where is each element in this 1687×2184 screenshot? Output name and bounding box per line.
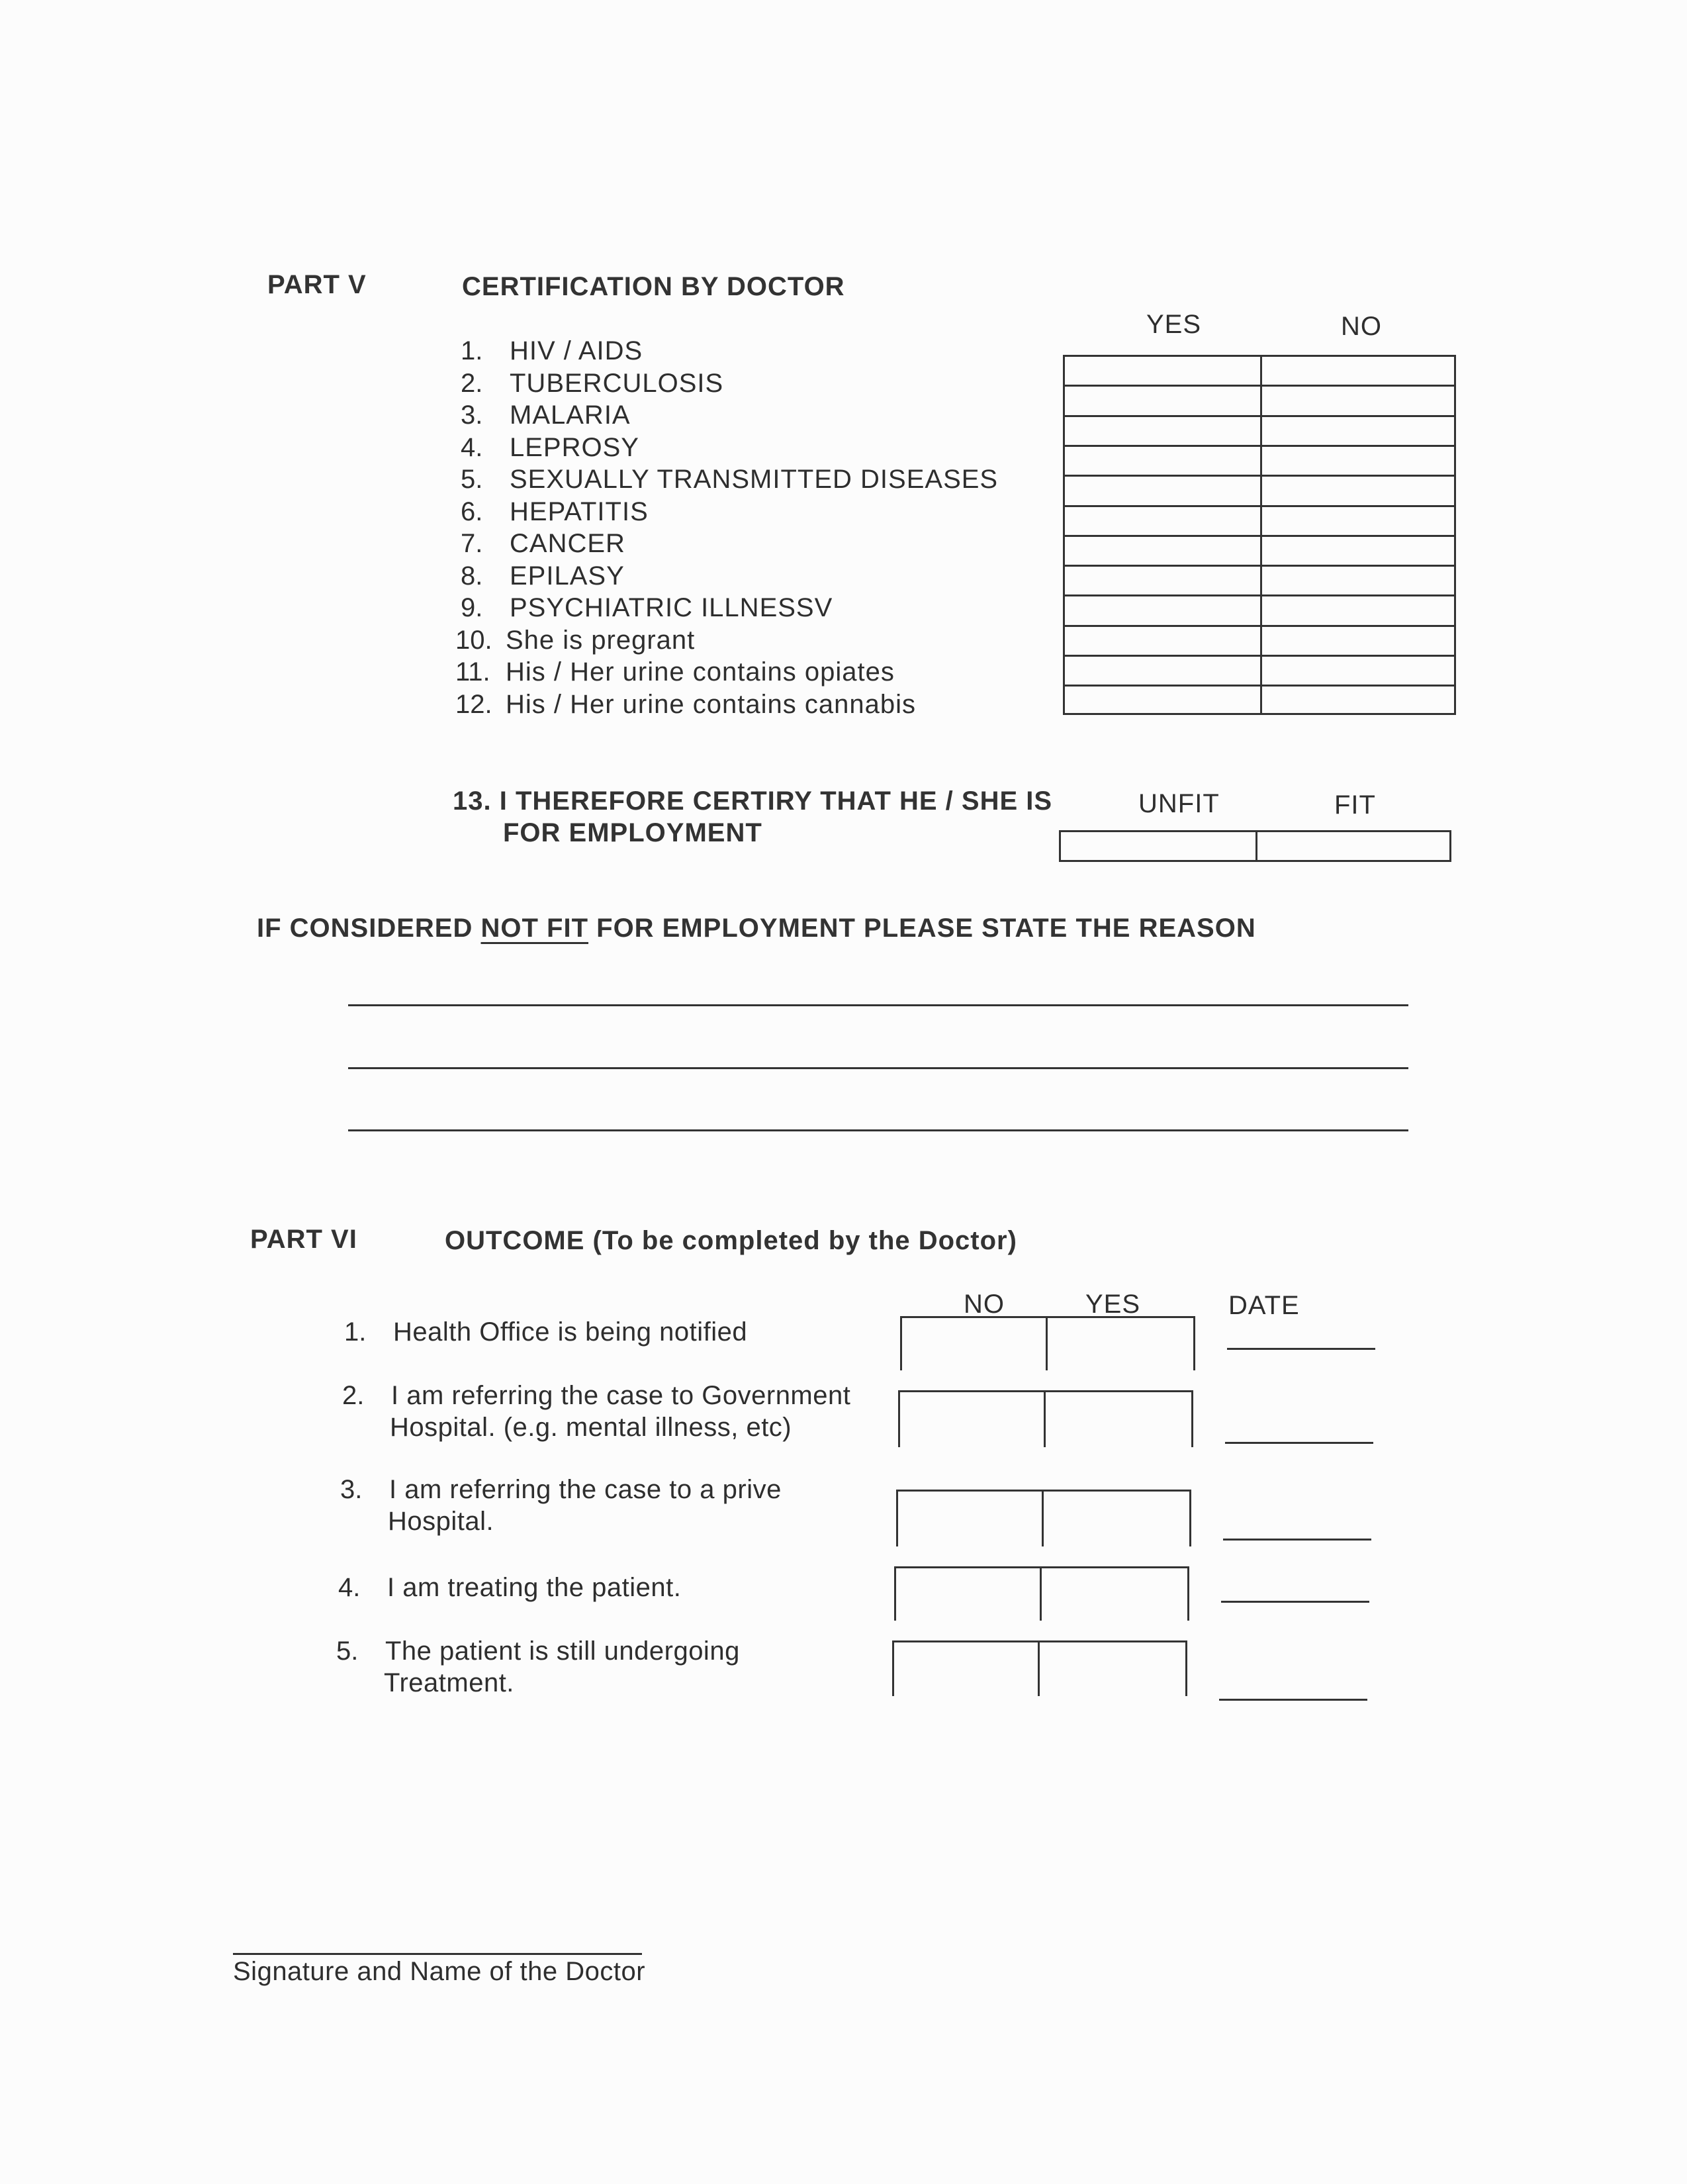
part5-yes-checkbox[interactable]	[1063, 445, 1260, 475]
part6-date-line[interactable]	[1227, 1348, 1375, 1350]
part6-no-checkbox[interactable]	[894, 1566, 1040, 1621]
part6-item-text: I am referring the case to a prive	[389, 1475, 782, 1504]
part5-yes-checkbox[interactable]	[1063, 594, 1260, 624]
part6-item-number: 1.	[344, 1317, 367, 1347]
part6-no-checkbox[interactable]	[892, 1640, 1038, 1696]
part5-item-label: CANCER	[510, 529, 625, 558]
part5-no-checkbox[interactable]	[1260, 445, 1456, 475]
part5-yes-checkbox[interactable]	[1063, 565, 1260, 594]
part5-item-number: 10.	[455, 626, 492, 655]
col-fit: FIT	[1334, 790, 1376, 820]
part5-item-number: 3.	[461, 401, 483, 430]
part6-yes-checkbox[interactable]	[1040, 1566, 1189, 1621]
part5-yes-checkbox[interactable]	[1063, 625, 1260, 655]
part6-item-number: 4.	[338, 1573, 361, 1602]
part6-item-number: 3.	[340, 1475, 363, 1504]
part5-item-number: 4.	[461, 433, 483, 462]
part6-item-number: 2.	[342, 1381, 365, 1410]
part5-item-number: 1.	[461, 336, 483, 365]
part5-col-yes: YES	[1146, 310, 1202, 339]
reason-line-3[interactable]	[348, 1129, 1408, 1131]
part5-no-checkbox[interactable]	[1260, 625, 1456, 655]
part6-date-line[interactable]	[1219, 1699, 1367, 1701]
reason-prompt-pre: IF CONSIDERED	[257, 914, 481, 943]
signature-line[interactable]	[233, 1953, 642, 1955]
part6-no-checkbox[interactable]	[900, 1316, 1046, 1370]
part6-yes-checkbox[interactable]	[1038, 1640, 1187, 1696]
part5-item-number: 9.	[461, 593, 483, 622]
part5-col-no: NO	[1341, 312, 1382, 341]
part5-item-label: TUBERCULOSIS	[510, 369, 724, 398]
part5-item-number: 5.	[461, 465, 483, 494]
part6-item-text: Health Office is being notified	[393, 1317, 748, 1347]
part5-yes-checkbox[interactable]	[1063, 415, 1260, 445]
part5-item-label: PSYCHIATRIC ILLNESSV	[510, 593, 833, 622]
part6-item-text-line2: Hospital. (e.g. mental illness, etc)	[390, 1413, 792, 1442]
part5-item-number: 11.	[455, 657, 490, 687]
part5-no-checkbox[interactable]	[1260, 355, 1456, 385]
part6-yes-checkbox[interactable]	[1044, 1390, 1193, 1447]
part5-item-label: MALARIA	[510, 401, 631, 430]
part6-no-checkbox[interactable]	[896, 1490, 1042, 1546]
fit-checkbox[interactable]	[1255, 830, 1451, 862]
part5-yes-checkbox[interactable]	[1063, 535, 1260, 565]
part5-yes-checkbox[interactable]	[1063, 355, 1260, 385]
part6-col-no: NO	[964, 1290, 1005, 1319]
part5-no-checkbox[interactable]	[1260, 475, 1456, 504]
part5-no-checkbox[interactable]	[1260, 565, 1456, 594]
signature-label: Signature and Name of the Doctor	[233, 1957, 646, 1986]
part6-label: PART VI	[250, 1225, 357, 1254]
part6-item-text-line2: Treatment.	[384, 1668, 514, 1697]
part5-item-label: His / Her urine contains cannabis	[506, 690, 916, 719]
part6-col-yes: YES	[1085, 1290, 1141, 1319]
part6-title: OUTCOME (To be completed by the Doctor)	[445, 1226, 1017, 1255]
part6-item-text-line2: Hospital.	[388, 1507, 494, 1536]
reason-prompt-not-fit: NOT FIT	[480, 914, 589, 943]
reason-prompt-post: FOR EMPLOYMENT PLEASE STATE THE REASON	[588, 914, 1256, 943]
reason-line-1[interactable]	[348, 1004, 1408, 1006]
part6-item-number: 5.	[336, 1637, 359, 1666]
part5-item-label: She is pregrant	[506, 626, 696, 655]
part6-item-text: I am treating the patient.	[387, 1573, 682, 1602]
part5-item-number: 2.	[461, 369, 483, 398]
part5-no-checkbox[interactable]	[1260, 655, 1456, 685]
part5-item-label: LEPROSY	[510, 433, 639, 462]
part5-yes-checkbox[interactable]	[1063, 655, 1260, 685]
reason-prompt	[257, 914, 1256, 943]
part6-col-date: DATE	[1228, 1291, 1300, 1320]
part5-item-number: 8.	[461, 561, 483, 591]
unfit-checkbox[interactable]	[1059, 830, 1257, 862]
part6-item-text: The patient is still undergoing	[385, 1637, 740, 1666]
part5-item-number: 12.	[455, 690, 492, 719]
part5-label: PART V	[267, 270, 367, 299]
part5-item-number: 7.	[461, 529, 483, 558]
part5-no-checkbox[interactable]	[1260, 505, 1456, 535]
part5-no-checkbox[interactable]	[1260, 685, 1456, 714]
part6-yes-checkbox[interactable]	[1046, 1316, 1195, 1370]
part5-yes-checkbox[interactable]	[1063, 385, 1260, 414]
part6-date-line[interactable]	[1225, 1442, 1373, 1444]
part5-no-checkbox[interactable]	[1260, 594, 1456, 624]
reason-line-2[interactable]	[348, 1067, 1408, 1069]
certify-statement-line1: 13. I THEREFORE CERTIRY THAT HE / SHE IS	[453, 786, 1053, 816]
part5-no-checkbox[interactable]	[1260, 415, 1456, 445]
part5-yes-checkbox[interactable]	[1063, 505, 1260, 535]
part6-item-text: I am referring the case to Government	[391, 1381, 851, 1410]
part5-yes-checkbox[interactable]	[1063, 685, 1260, 714]
part5-yes-checkbox[interactable]	[1063, 475, 1260, 504]
part6-no-checkbox[interactable]	[898, 1390, 1044, 1447]
part5-item-number: 6.	[461, 497, 483, 526]
part5-item-label: HIV / AIDS	[510, 336, 643, 365]
part6-date-line[interactable]	[1223, 1539, 1371, 1541]
part5-item-label: EPILASY	[510, 561, 625, 591]
part5-item-label: His / Her urine contains opiates	[506, 657, 895, 687]
part5-no-checkbox[interactable]	[1260, 385, 1456, 414]
part5-title: CERTIFICATION BY DOCTOR	[462, 272, 845, 301]
part6-date-line[interactable]	[1221, 1601, 1369, 1603]
part5-item-label: SEXUALLY TRANSMITTED DISEASES	[510, 465, 999, 494]
part5-item-label: HEPATITIS	[510, 497, 649, 526]
col-unfit: UNFIT	[1138, 789, 1220, 818]
part5-no-checkbox[interactable]	[1260, 535, 1456, 565]
part6-yes-checkbox[interactable]	[1042, 1490, 1191, 1546]
certify-statement-line2: FOR EMPLOYMENT	[503, 818, 762, 847]
